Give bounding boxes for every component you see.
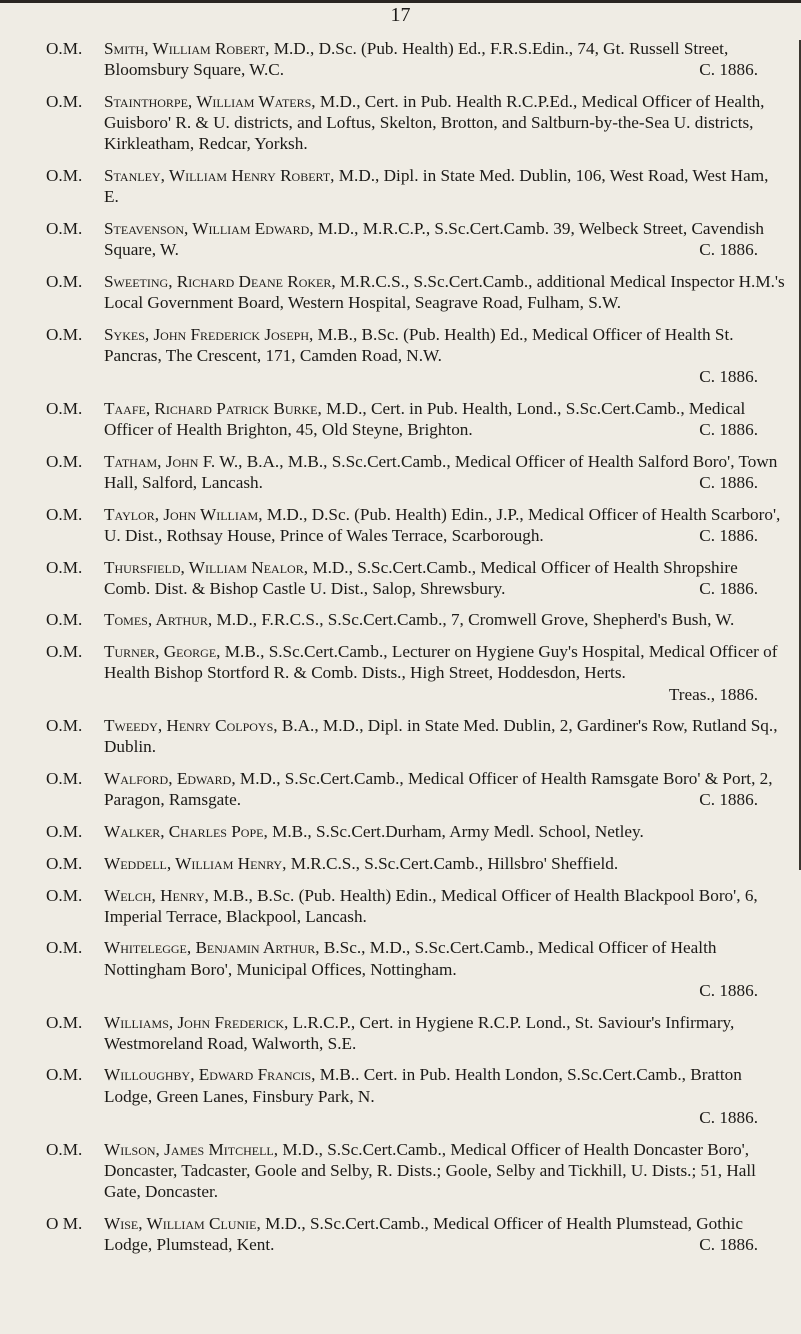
member-name: Tatham, John F. W., [104,451,243,471]
member-details: M.D., Cert. in Pub. Health, Lond., S.Sc.Cert.Camb., Medical Officer of Health Brighton, 45, Old Steyne, Brighton. [104,398,746,440]
membership-class: O.M. [46,398,83,418]
member-name: Taylor, John William, [104,504,263,524]
election-date: C. 1886. [699,578,758,598]
election-date: C. 1886. [699,980,758,1000]
member-name: Wilson, James Mitchell, [104,1139,279,1159]
date-spacer [544,526,630,545]
member-entry [46,768,786,810]
date-spacer [505,579,591,598]
membership-class: O.M. [46,39,83,58]
membership-class: O.M. [46,218,83,238]
member-entry [46,641,786,705]
member-name: Wise, William Clunie, [104,1213,261,1233]
membership-class: O.M. [46,324,83,344]
date-spacer [263,473,306,492]
election-date: C. 1886. [699,472,758,492]
election-date: C. 1886. [699,367,758,387]
member-name: Stanley, William Henry Robert, [104,166,335,186]
membership-class: O.M. [46,91,83,111]
membership-class: O.M. [46,451,83,471]
member-name: Walford, Edward, [104,769,236,789]
member-entry [46,324,786,388]
top-rule [0,0,801,3]
member-details: M.D., F.R.C.S., S.Sc.Cert.Camb., 7, Cromwell Grove, Shepherd's Bush, W. [212,610,735,630]
member-entry [46,557,786,599]
election-date: C. 1886. [699,60,758,80]
member-details: M.D., S.Sc.Cert.Camb., Medical Officer of Health Plumstead, Gothic Lodge, Plumstead, Kent. [104,1213,744,1254]
member-name: Smith, William Robert, [104,39,270,58]
member-details: M.D., D.Sc. (Pub. Health) Ed., F.R.S.Edin., 74, Gt. Russell Street, Bloomsbury Square, W.C. [104,39,729,80]
election-date: C. 1886. [699,1107,758,1127]
date-spacer [626,663,712,682]
member-entry [46,398,786,440]
member-entry [46,1064,786,1128]
membership-class: O.M. [46,938,83,958]
member-entry [46,1139,786,1203]
member-entry [46,715,786,757]
member-name: Steavenson, William Edward, [104,218,314,238]
member-name: Sweeting, Richard Deane Roker, [104,271,336,291]
member-details: M.D., Dipl. in State Med. Dublin, 106, West Road, West Ham, E. [104,166,769,207]
member-entry [46,504,786,546]
election-date: C. 1886. [699,790,758,810]
member-list [46,38,786,1266]
member-entry [46,1213,786,1255]
member-name: Tweedy, Henry Colpoys, [104,716,278,736]
membership-class: O.M. [46,1139,83,1159]
member-details: M.D., Cert. in Pub. Health R.C.P.Ed., Medical Officer of Health, Guisboro' R. & U. districts, and Loftus, Skelton, Brotton, and Saltburn-by-the-Sea U. districts, Kirkleatham, Redcar, Yorksh. [104,91,765,154]
membership-class: O M. [46,1213,83,1233]
member-name: Willoughby, Edward Francis, [104,1065,316,1085]
date-spacer [274,1235,317,1254]
member-details: M.B., B.Sc. (Pub. Health) Edin., Medical Officer of Health Blackpool Boro', 6, Imperial Terrace, Blackpool, Lancash. [104,885,758,926]
member-details: M.B., S.Sc.Cert.Durham, Army Medl. School, Netley. [267,822,644,842]
member-entry [46,451,786,493]
membership-class: O.M. [46,271,83,291]
member-name: Thursfield, William Nealor, [104,557,309,577]
member-details: M.D., D.Sc. (Pub. Health) Edin., J.P., Medical Officer of Health Scarboro', U. Dist., Rothsay House, Prince of Wales Terrace, Scarborough. [104,504,781,545]
member-name: Walker, Charles Pope, [104,822,268,842]
member-name: Weddell, William Henry, [104,853,287,873]
member-name: Turner, George, [104,642,221,662]
member-details: M.D., M.R.C.P., S.Sc.Cert.Camb. 39, Welbeck Street, Cavendish Square, W. [104,218,764,260]
election-date: C. 1886. [699,420,758,440]
member-details: M.R.C.S., S.Sc.Cert.Camb., additional Medical Inspector H.M.'s Local Government Board, Western Hospital, Seagrave Road, Fulham, S.W. [104,271,785,313]
member-entry [46,853,786,874]
election-date: C. 1886. [699,240,758,260]
membership-class: O.M. [46,557,83,577]
member-details: M.B., B.Sc. (Pub. Health) Ed., Medical Officer of Health St. Pancras, The Crescent, 171, Camden Road, N.W. [104,324,734,365]
member-details: M.B.. Cert. in Pub. Health London, S.Sc.Cert.Camb., Bratton Lodge, Green Lanes, Finsbury Park, N. [104,1065,742,1106]
member-details: M.D., S.Sc.Cert.Camb., Medical Officer of Health Shropshire Comb. Dist. & Bishop Castle U. Dist., Salop, Shrewsbury. [104,557,738,598]
member-details: M.D., S.Sc.Cert.Camb., Medical Officer of Health Doncaster Boro', Doncaster, Tadcaster, Goole and Selby, R. Dists.; Goole, Selby and Tickhill, U. Dists.; 51, Hall Gate, Doncaster. [104,1139,756,1201]
member-details: B.A., M.D., Dipl. in State Med. Dublin, 2, Gardiner's Row, Rutland Sq., Dublin. [104,716,778,757]
member-details: M.D., S.Sc.Cert.Camb., Medical Officer of Health Ramsgate Boro' & Port, 2, Paragon, Ramsgate. [104,769,773,810]
membership-class: O.M. [46,769,83,789]
member-details: B.Sc., M.D., S.Sc.Cert.Camb., Medical Officer of Health Nottingham Boro', Municipal Offices, Nottingham. [104,938,717,979]
member-entry [46,38,786,80]
election-date: Treas., 1886. [668,684,758,704]
membership-class: O.M. [46,1065,83,1085]
member-entry [46,885,786,927]
date-spacer [241,790,284,809]
member-entry [46,609,786,630]
date-spacer [284,60,327,79]
member-entry [46,271,786,313]
date-spacer [179,240,265,259]
member-name: Sykes, John Frederick Joseph, [104,324,314,344]
member-details: M.B., S.Sc.Cert.Camb., Lecturer on Hygiene Guy's Hospital, Medical Officer of Health Bishop Stortford R. & Comb. Dists., High Street, Hoddesdon, Herts. [104,642,778,683]
member-entry [46,1012,786,1054]
date-spacer [473,420,611,439]
member-details: M.R.C.S., S.Sc.Cert.Camb., Hillsbro' Sheffield. [286,853,619,873]
member-details: L.R.C.P., Cert. in Hygiene R.C.P. Lond., St. Saviour's Infirmary, Westmoreland Road, Walworth, S.E. [104,1012,735,1053]
member-entry [46,91,786,155]
member-name: Welch, Henry, [104,885,209,905]
member-name: Taafe, Richard Patrick Burke, [104,398,322,418]
member-details: B.A., M.B., S.Sc.Cert.Camb., Medical Officer of Health Salford Boro', Town Hall, Salford, Lancash. [104,451,778,492]
member-entry [46,821,786,842]
membership-class: O.M. [46,885,83,905]
member-name: Whitelegge, Benjamin Arthur, [104,938,320,958]
membership-class: O.M. [46,1012,83,1032]
membership-class: O.M. [46,166,83,186]
member-entry [46,165,786,207]
membership-class: O.M. [46,853,83,873]
member-entry [46,937,786,1001]
election-date: C. 1886. [699,525,758,545]
membership-class: O.M. [46,504,83,524]
membership-class: O.M. [46,716,83,736]
member-entry [46,218,786,260]
membership-class: O.M. [46,642,83,662]
election-date: C. 1886. [699,1234,758,1254]
member-name: Tomes, Arthur, [104,610,213,630]
member-name: Stainthorpe, William Waters, [104,91,316,111]
page-number: 17 [390,4,411,26]
membership-class: O.M. [46,610,83,630]
member-name: Williams, John Frederick, [104,1012,289,1032]
membership-class: O.M. [46,822,83,842]
